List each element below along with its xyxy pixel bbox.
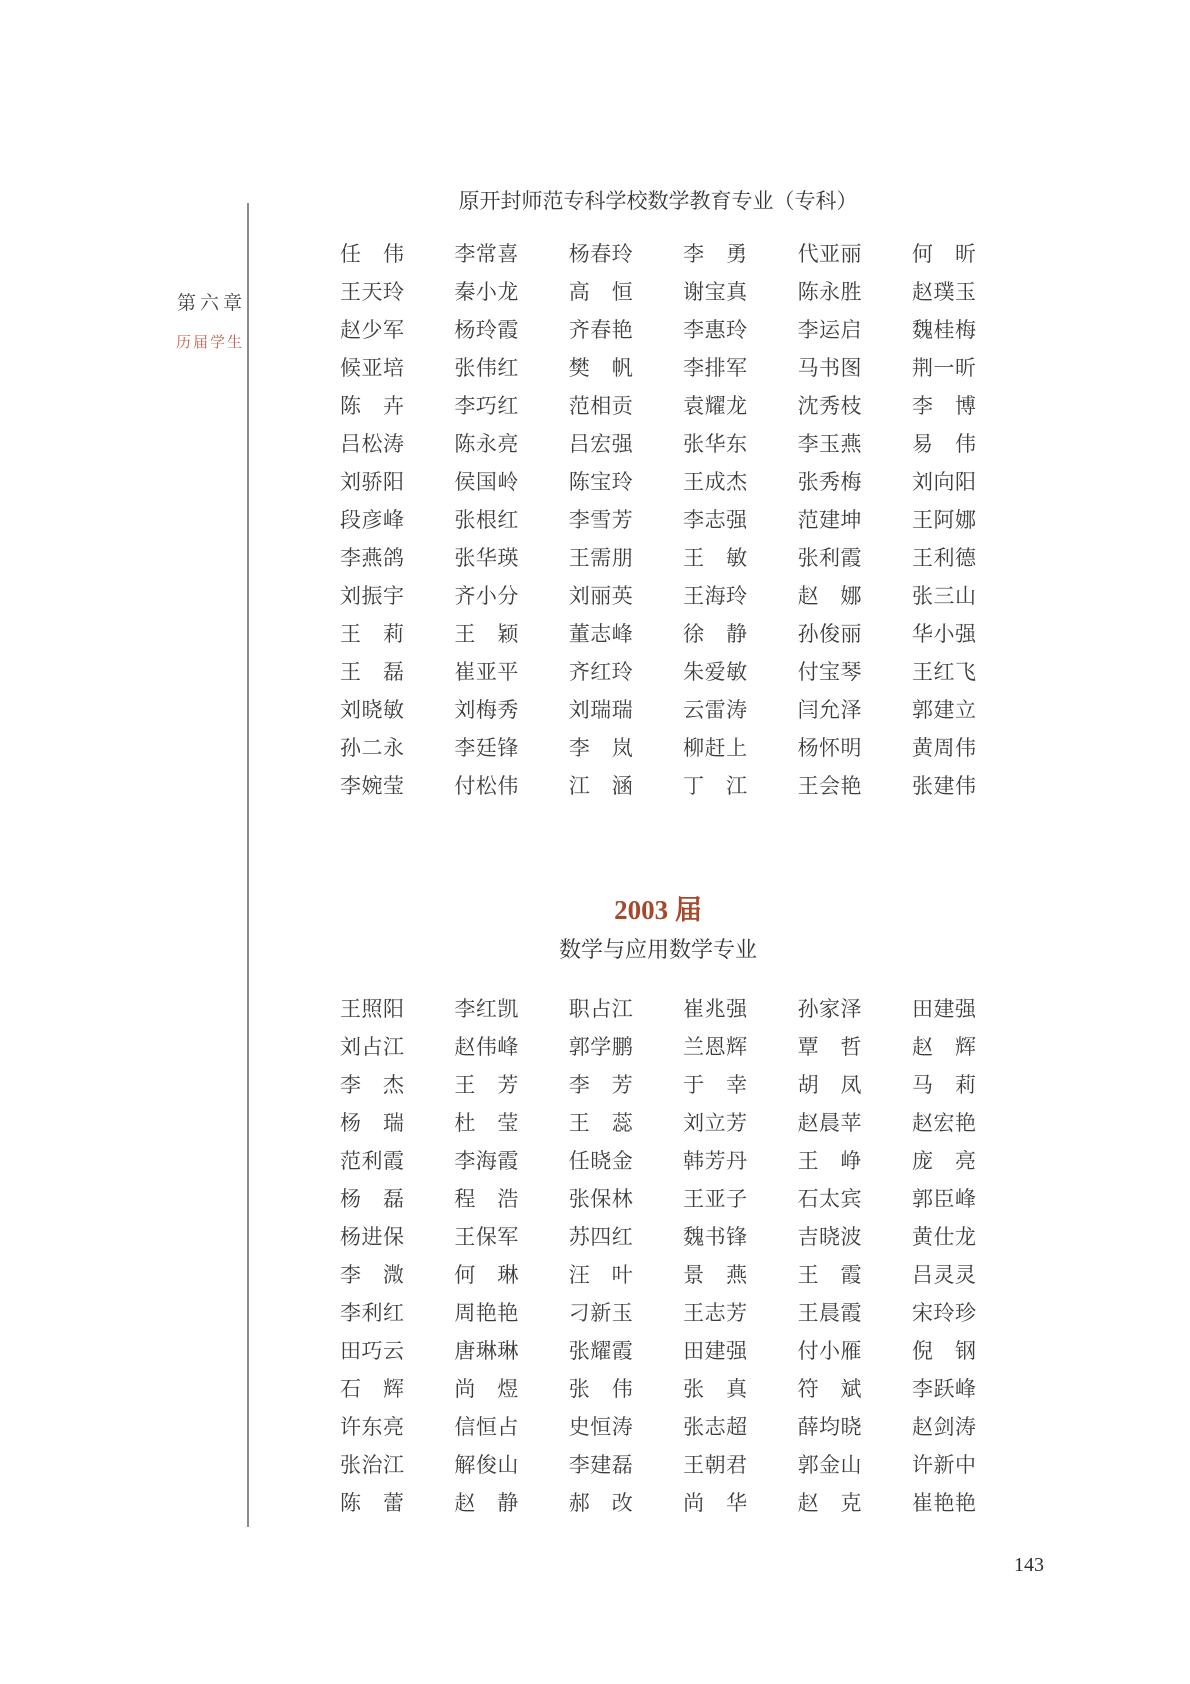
student-name: 江涵	[568, 774, 633, 798]
student-name: 王成杰	[683, 470, 748, 494]
student-name: 宋玲珍	[911, 1301, 976, 1325]
student-name: 王朝君	[683, 1453, 748, 1477]
student-name-list-math-major	[340, 989, 976, 1521]
student-name: 易伟	[911, 432, 976, 456]
student-name: 李雪芳	[568, 508, 633, 532]
student-name: 云雷涛	[683, 698, 748, 722]
student-name: 张秀梅	[797, 470, 862, 494]
student-name: 高恒	[568, 280, 633, 304]
name-row	[340, 614, 976, 652]
name-row	[340, 1445, 976, 1483]
student-name: 魏桂梅	[911, 318, 976, 342]
name-row	[340, 766, 976, 804]
student-name: 张建伟	[911, 774, 976, 798]
student-name: 刘梅秀	[454, 698, 519, 722]
student-name: 赵少军	[340, 318, 404, 342]
student-name: 王亚子	[683, 1187, 748, 1211]
student-name: 李溦	[340, 1263, 404, 1287]
student-name: 李燕鸽	[340, 546, 404, 570]
name-row	[340, 1293, 976, 1331]
student-name: 崔亚平	[454, 660, 519, 684]
student-name: 兰恩辉	[683, 1035, 748, 1059]
page-number: 143	[1014, 1554, 1044, 1576]
student-name: 符斌	[797, 1377, 862, 1401]
student-name: 张伟红	[454, 356, 519, 380]
student-name: 张志超	[683, 1415, 748, 1439]
student-name: 胡凤	[797, 1073, 862, 1097]
section-title-math-major: 数学与应用数学专业	[558, 937, 757, 962]
student-name: 任伟	[340, 242, 404, 266]
name-row	[340, 1103, 976, 1141]
student-name: 李杰	[340, 1073, 404, 1097]
section-title-kaifeng-zhuanke: 原开封师范专科学校数学教育专业（专科）	[458, 190, 858, 213]
student-name: 郭金山	[797, 1453, 862, 1477]
name-row	[340, 310, 976, 348]
name-row	[340, 500, 976, 538]
student-name: 闫允泽	[797, 698, 862, 722]
student-name: 陈永胜	[797, 280, 862, 304]
student-name: 付宝琴	[797, 660, 862, 684]
student-name: 王霞	[797, 1263, 862, 1287]
student-name: 赵伟峰	[454, 1035, 519, 1059]
student-name: 黄仕龙	[911, 1225, 976, 1249]
student-name: 张伟	[568, 1377, 633, 1401]
student-name: 张根红	[454, 508, 519, 532]
student-name: 王需朋	[568, 546, 633, 570]
student-name: 李志强	[683, 508, 748, 532]
name-row	[340, 1027, 976, 1065]
student-name: 赵晨苹	[797, 1111, 862, 1135]
student-name: 孙二永	[340, 736, 404, 760]
student-name: 石太宾	[797, 1187, 862, 1211]
student-name: 李博	[911, 394, 976, 418]
student-name: 刘骄阳	[340, 470, 404, 494]
student-name: 李惠玲	[683, 318, 748, 342]
student-name: 朱爱敏	[683, 660, 748, 684]
student-name: 苏四红	[568, 1225, 633, 1249]
chapter-sidebar	[110, 288, 246, 352]
student-name: 代亚丽	[797, 242, 862, 266]
student-name: 郭臣峰	[911, 1187, 976, 1211]
student-name: 尚华	[683, 1491, 748, 1515]
student-name: 崔兆强	[683, 997, 748, 1021]
student-name: 付小雁	[797, 1339, 862, 1363]
student-name: 黄周伟	[911, 736, 976, 760]
student-name: 王磊	[340, 660, 404, 684]
student-name: 王海玲	[683, 584, 748, 608]
student-name: 董志峰	[568, 622, 633, 646]
student-name: 丁江	[683, 774, 748, 798]
student-name: 李婉莹	[340, 774, 404, 798]
student-name: 付松伟	[454, 774, 519, 798]
student-name: 郭建立	[911, 698, 976, 722]
student-name: 赵宏艳	[911, 1111, 976, 1135]
student-name: 王红飞	[911, 660, 976, 684]
student-name: 陈蕾	[340, 1491, 404, 1515]
student-name: 李芳	[568, 1073, 633, 1097]
student-name: 刘振宇	[340, 584, 404, 608]
student-name: 张三山	[911, 584, 976, 608]
student-name: 赵璞玉	[911, 280, 976, 304]
name-row	[340, 462, 976, 500]
name-row	[340, 1407, 976, 1445]
student-name: 张耀霞	[568, 1339, 633, 1363]
student-name: 赵娜	[797, 584, 862, 608]
student-name: 田建强	[683, 1339, 748, 1363]
student-name: 齐红玲	[568, 660, 633, 684]
student-name: 范利霞	[340, 1149, 404, 1173]
name-row	[340, 1179, 976, 1217]
student-name: 王天玲	[340, 280, 404, 304]
student-name: 候亚培	[340, 356, 404, 380]
student-name: 王照阳	[340, 997, 404, 1021]
student-name-list-zhuanke	[340, 234, 976, 804]
student-name: 魏书锋	[683, 1225, 748, 1249]
student-name: 华小强	[911, 622, 976, 646]
student-name: 袁耀龙	[683, 394, 748, 418]
student-name: 赵剑涛	[911, 1415, 976, 1439]
student-name: 孙家泽	[797, 997, 862, 1021]
student-name: 赵克	[797, 1491, 862, 1515]
name-row	[340, 576, 976, 614]
student-name: 吉晓波	[797, 1225, 862, 1249]
name-row	[340, 424, 976, 462]
student-name: 王芳	[454, 1073, 519, 1097]
name-row	[340, 1217, 976, 1255]
student-name: 覃哲	[797, 1035, 862, 1059]
student-name: 周艳艳	[454, 1301, 519, 1325]
student-name: 郝改	[568, 1491, 633, 1515]
student-name: 王志芳	[683, 1301, 748, 1325]
name-row	[340, 538, 976, 576]
student-name: 张华东	[683, 432, 748, 456]
student-name: 庞亮	[911, 1149, 976, 1173]
student-name: 任晓金	[568, 1149, 633, 1173]
name-row	[340, 1255, 976, 1293]
student-name: 齐小分	[454, 584, 519, 608]
student-name: 陈宝玲	[568, 470, 633, 494]
student-name: 柳赶上	[683, 736, 748, 760]
student-name: 张治江	[340, 1453, 404, 1477]
student-name: 张华瑛	[454, 546, 519, 570]
student-name: 王会艳	[797, 774, 862, 798]
student-name: 吕松涛	[340, 432, 404, 456]
student-name: 刘丽英	[568, 584, 633, 608]
student-name: 王蕊	[568, 1111, 633, 1135]
student-name: 田巧云	[340, 1339, 404, 1363]
student-name: 杨进保	[340, 1225, 404, 1249]
name-row	[340, 272, 976, 310]
student-name: 杨玲霞	[454, 318, 519, 342]
student-name: 齐春艳	[568, 318, 633, 342]
name-row	[340, 348, 976, 386]
student-name: 李海霞	[454, 1149, 519, 1173]
student-name: 刁新玉	[568, 1301, 633, 1325]
student-name: 刘晓敏	[340, 698, 404, 722]
student-name: 何昕	[911, 242, 976, 266]
name-row	[340, 728, 976, 766]
student-name: 王敏	[683, 546, 748, 570]
student-name: 谢宝真	[683, 280, 748, 304]
student-name: 于幸	[683, 1073, 748, 1097]
student-name: 马莉	[911, 1073, 976, 1097]
student-name: 徐静	[683, 622, 748, 646]
student-name: 唐琳琳	[454, 1339, 519, 1363]
name-row	[340, 386, 976, 424]
student-name: 刘占江	[340, 1035, 404, 1059]
student-name: 樊帆	[568, 356, 633, 380]
student-name: 李常喜	[454, 242, 519, 266]
student-name: 张利霞	[797, 546, 862, 570]
name-row	[340, 234, 976, 272]
chapter-topic: 历届学生	[175, 334, 244, 351]
student-name: 李排军	[683, 356, 748, 380]
student-name: 李廷锋	[454, 736, 519, 760]
student-name: 荆一昕	[911, 356, 976, 380]
student-name: 李跃峰	[911, 1377, 976, 1401]
student-name: 刘立芳	[683, 1111, 748, 1135]
name-row	[340, 989, 976, 1027]
name-row	[340, 1141, 976, 1179]
student-name: 杜莹	[454, 1111, 519, 1135]
student-name: 秦小龙	[454, 280, 519, 304]
student-name: 张保林	[568, 1187, 633, 1211]
student-name: 何琳	[454, 1263, 519, 1287]
student-name: 赵辉	[911, 1035, 976, 1059]
student-name: 刘瑞瑞	[568, 698, 633, 722]
student-name: 王莉	[340, 622, 404, 646]
student-name: 孙俊丽	[797, 622, 862, 646]
student-name: 信恒占	[454, 1415, 519, 1439]
student-name: 陈卉	[340, 394, 404, 418]
student-name: 侯国岭	[454, 470, 519, 494]
student-name: 景燕	[683, 1263, 748, 1287]
name-row	[340, 690, 976, 728]
student-name: 范建坤	[797, 508, 862, 532]
student-name: 程浩	[454, 1187, 519, 1211]
student-name: 李利红	[340, 1301, 404, 1325]
student-name: 郭学鹏	[568, 1035, 633, 1059]
name-row	[340, 1065, 976, 1103]
student-name: 吕宏强	[568, 432, 633, 456]
year-heading-2003: 2003 届	[614, 895, 702, 925]
student-name: 马书图	[797, 356, 862, 380]
student-name: 张真	[683, 1377, 748, 1401]
student-name: 许东亮	[340, 1415, 404, 1439]
name-row	[340, 1483, 976, 1521]
student-name: 田建强	[911, 997, 976, 1021]
student-name: 王阿娜	[911, 508, 976, 532]
student-name: 许新中	[911, 1453, 976, 1477]
student-name: 李红凯	[454, 997, 519, 1021]
student-name: 王晨霞	[797, 1301, 862, 1325]
student-name: 汪叶	[568, 1263, 633, 1287]
student-name: 李岚	[568, 736, 633, 760]
student-name: 崔艳艳	[911, 1491, 976, 1515]
chapter-divider-line	[247, 203, 249, 1527]
student-name: 段彦峰	[340, 508, 404, 532]
student-name: 尚煜	[454, 1377, 519, 1401]
student-name: 李运启	[797, 318, 862, 342]
student-name: 李玉燕	[797, 432, 862, 456]
student-name: 刘向阳	[911, 470, 976, 494]
student-name: 杨磊	[340, 1187, 404, 1211]
student-name: 职占江	[568, 997, 633, 1021]
chapter-number: 第六章	[176, 293, 246, 314]
name-row	[340, 1369, 976, 1407]
student-name: 杨怀明	[797, 736, 862, 760]
student-name: 李勇	[683, 242, 748, 266]
student-name: 吕灵灵	[911, 1263, 976, 1287]
name-row	[340, 652, 976, 690]
student-name: 薛均晓	[797, 1415, 862, 1439]
student-name: 李巧红	[454, 394, 519, 418]
student-name: 王保军	[454, 1225, 519, 1249]
student-name: 李建磊	[568, 1453, 633, 1477]
student-name: 解俊山	[454, 1453, 519, 1477]
student-name: 王利德	[911, 546, 976, 570]
student-name: 陈永亮	[454, 432, 519, 456]
student-name: 王颖	[454, 622, 519, 646]
student-name: 范相贡	[568, 394, 633, 418]
student-name: 王峥	[797, 1149, 862, 1173]
student-name: 杨瑞	[340, 1111, 404, 1135]
student-name: 倪钢	[911, 1339, 976, 1363]
student-name: 韩芳丹	[683, 1149, 748, 1173]
student-name: 沈秀枝	[797, 394, 862, 418]
student-name: 史恒涛	[568, 1415, 633, 1439]
student-name: 杨春玲	[568, 242, 633, 266]
student-name: 石辉	[340, 1377, 404, 1401]
name-row	[340, 1331, 976, 1369]
student-name: 赵静	[454, 1491, 519, 1515]
